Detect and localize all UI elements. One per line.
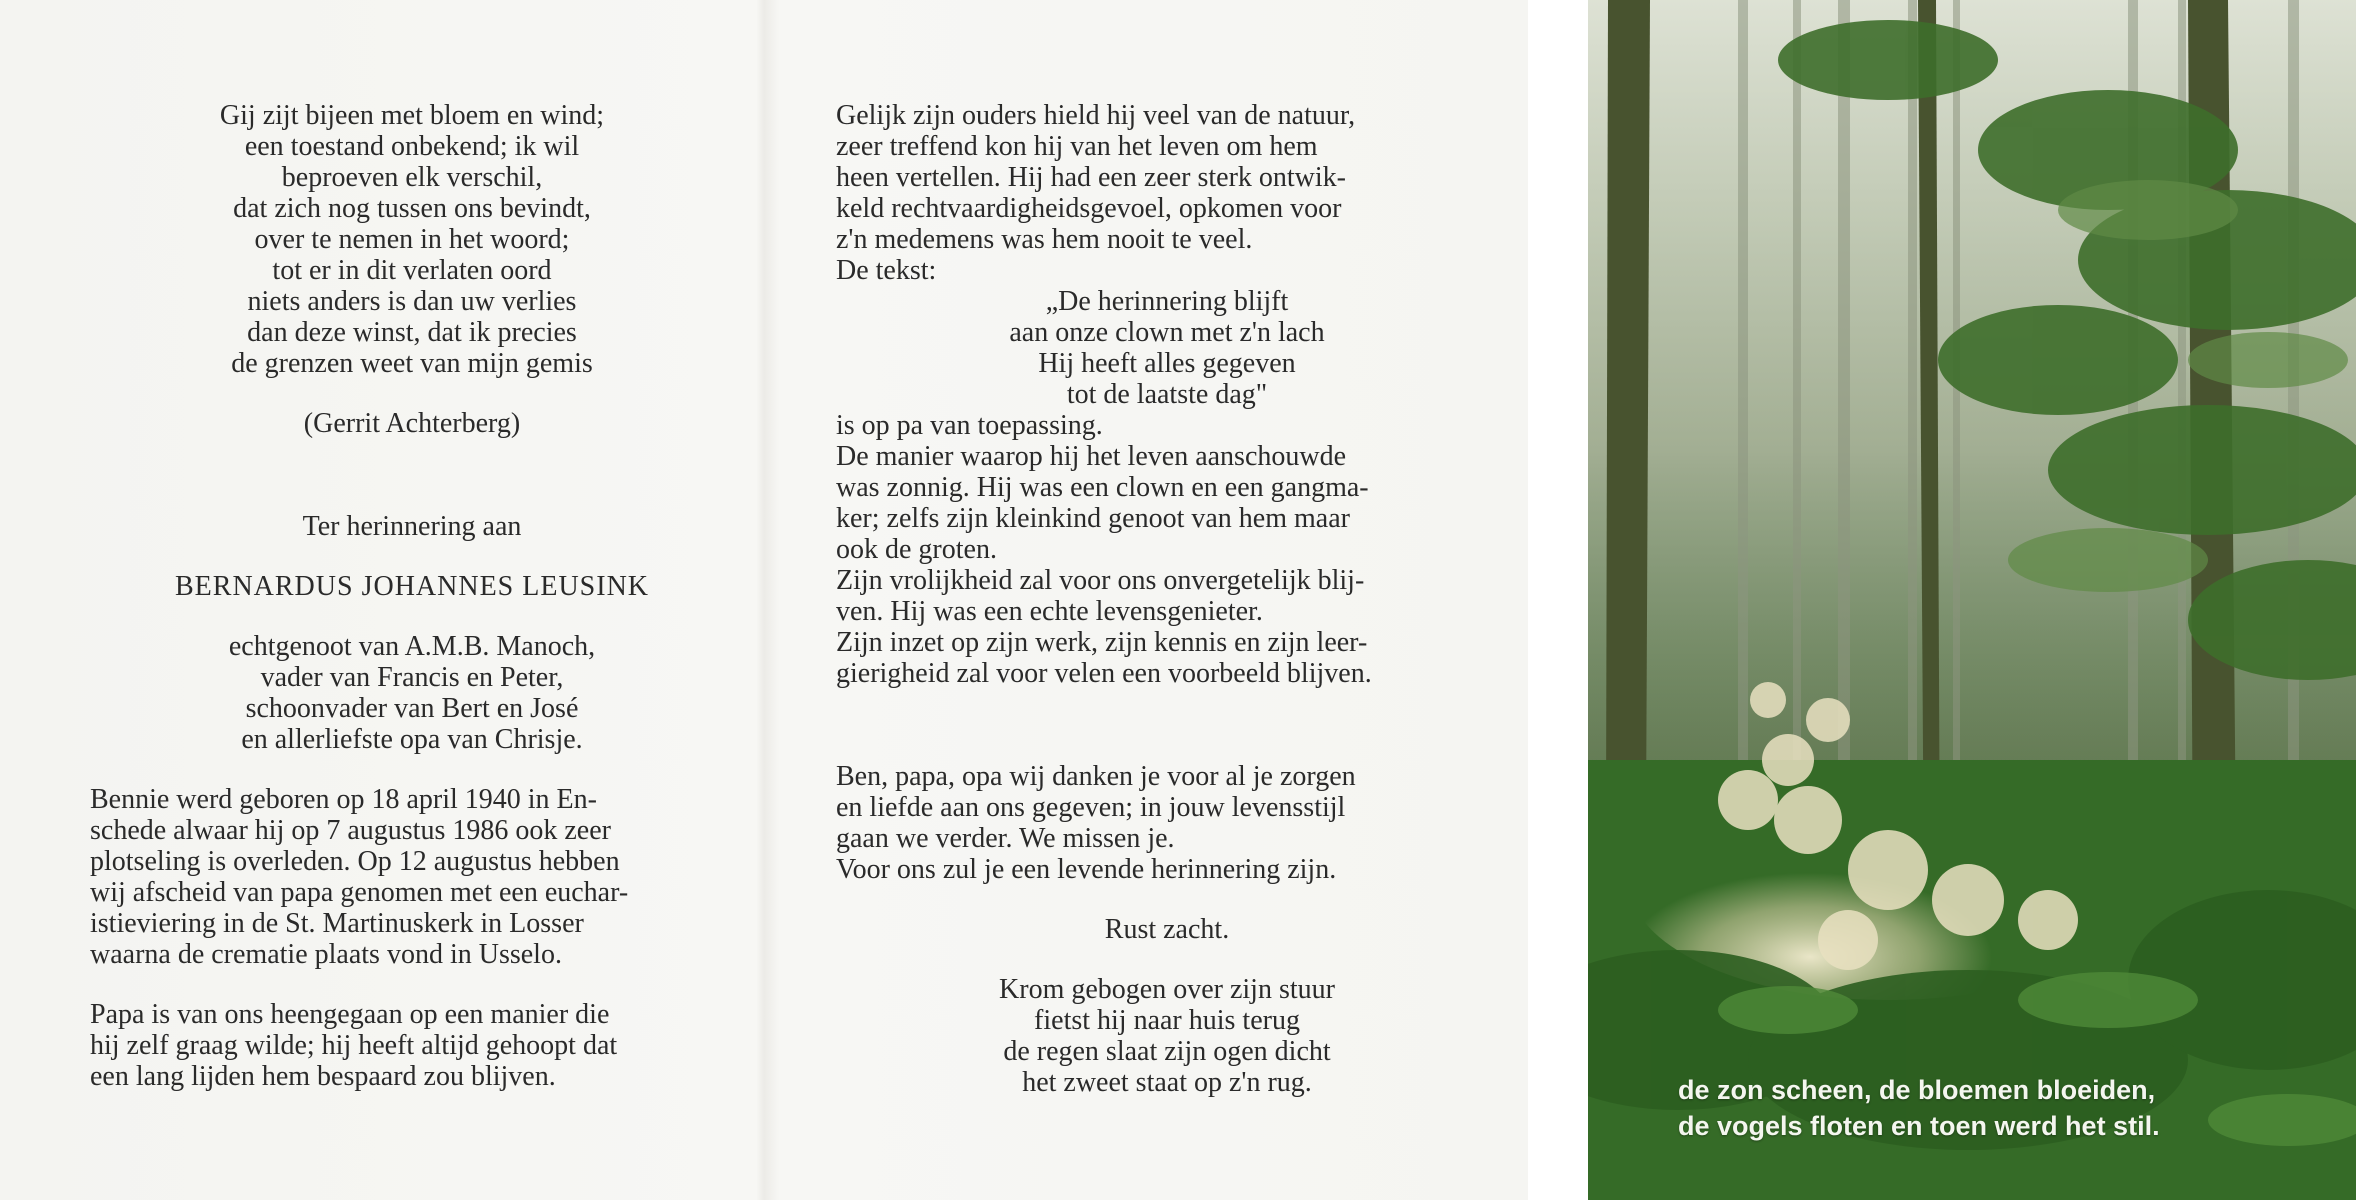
intro-paragraph xyxy=(836,100,1498,286)
after-quote-line: Zijn inzet op zijn werk, zijn kennis en zijn leer- xyxy=(836,627,1368,658)
quote-line: aan onze clown met z'n lach xyxy=(1009,317,1325,348)
thanks-line: gaan we verder. We missen je. xyxy=(836,823,1175,854)
family-line: echtgenoot van A.M.B. Manoch, xyxy=(228,631,596,662)
intro-line: z'n medemens was hem nooit te veel. xyxy=(836,224,1253,255)
poem-line: over te nemen in het woord; xyxy=(254,224,570,255)
forest-illustration xyxy=(1588,0,2356,1200)
poem-line: beproeven elk verschil, xyxy=(281,162,543,193)
closing-paragraph xyxy=(90,999,734,1092)
final-poem-line: Krom gebogen over zijn stuur xyxy=(999,974,1335,1005)
intro-line: De tekst: xyxy=(836,255,937,286)
poem-author: (Gerrit Achterberg) xyxy=(303,408,521,439)
poem xyxy=(90,100,734,379)
after-quote-line: was zonnig. Hij was een clown en een gangma- xyxy=(836,472,1369,503)
middle-page xyxy=(764,0,1528,1200)
thanks-paragraph xyxy=(836,761,1498,885)
after-quote-line: ven. Hij was een echte levensgenieter. xyxy=(836,596,1263,627)
intro-line: zeer treffend kon hij van het leven om hem xyxy=(836,131,1318,162)
intro-line: heen vertellen. Hij had een zeer sterk ontwik- xyxy=(836,162,1347,193)
bio-line: waarna de crematie plaats vond in Usselo. xyxy=(90,939,562,970)
left-page xyxy=(0,0,764,1200)
after-quote-line: ker; zelfs zijn kleinkind genoot van hem maar xyxy=(836,503,1350,534)
after-quote-line: Zijn vrolijkheid zal voor ons onvergetelijk blij- xyxy=(836,565,1365,596)
poem-line: niets anders is dan uw verlies xyxy=(247,286,577,317)
bio-paragraph xyxy=(90,784,734,970)
bio-line: wij afscheid van papa genomen met een euchar- xyxy=(90,877,629,908)
intro-line: keld rechtvaardigheidsgevoel, opkomen voor xyxy=(836,193,1342,224)
thanks-line: Ben, papa, opa wij danken je voor al je zorgen xyxy=(836,761,1356,792)
after-quote-line: De manier waarop hij het leven aanschouwde xyxy=(836,441,1347,472)
bio-line: schede alwaar hij op 7 augustus 1986 ook zeer xyxy=(90,815,611,846)
after-quote-line: is op pa van toepassing. xyxy=(836,410,1103,441)
forest-photo xyxy=(1588,0,2356,1200)
thanks-line: Voor ons zul je een levende herinnering zijn. xyxy=(836,854,1337,885)
thanks-line: en liefde aan ons gegeven; in jouw levensstijl xyxy=(836,792,1346,823)
bio-line: istieviering in de St. Martinuskerk in Losser xyxy=(90,908,584,939)
bio-line: Bennie werd geboren op 18 april 1940 in En- xyxy=(90,784,597,815)
quote-line: tot de laatste dag" xyxy=(1066,379,1268,410)
final-poem xyxy=(836,974,1498,1098)
final-poem-line: de regen slaat zijn ogen dicht xyxy=(1003,1036,1331,1067)
poem-line: tot er in dit verlaten oord xyxy=(272,255,552,286)
poem-line: een toestand onbekend; ik wil xyxy=(244,131,580,162)
poem-line: Gij zijt bijeen met bloem en wind; xyxy=(219,100,605,131)
bio-line: plotseling is overleden. Op 12 augustus hebben xyxy=(90,846,620,877)
after-quote-line: ook de groten. xyxy=(836,534,997,565)
family-lines xyxy=(90,631,734,755)
quote-line: Hij heeft alles gegeven xyxy=(1038,348,1296,379)
photo-caption xyxy=(1678,1072,2338,1144)
caption-line: de zon scheen, de bloemen bloeiden, xyxy=(1678,1075,2156,1105)
closing-line: een lang lijden hem bespaard zou blijven. xyxy=(90,1061,556,1092)
final-poem-line: het zweet staat op z'n rug. xyxy=(1022,1067,1312,1098)
after-quote-paragraph xyxy=(836,410,1498,689)
intro-line: Gelijk zijn ouders hield hij veel van de natuur, xyxy=(836,100,1356,131)
poem-line: dat zich nog tussen ons bevindt, xyxy=(233,193,591,224)
closing-line: Papa is van ons heengegaan op een manier die xyxy=(90,999,610,1030)
after-quote-line: gierigheid zal voor velen een voorbeeld blijven. xyxy=(836,658,1372,689)
family-line: en allerliefste opa van Chrisje. xyxy=(241,724,583,755)
caption-line: de vogels floten en toen werd het stil. xyxy=(1678,1111,2160,1141)
quote-line: „De herinnering blijft xyxy=(1045,286,1289,317)
closing-line: hij zelf graag wilde; hij heeft altijd gehoopt dat xyxy=(90,1030,618,1061)
final-poem-line: fietst hij naar huis terug xyxy=(1034,1005,1300,1036)
family-line: schoonvader van Bert en José xyxy=(245,693,579,724)
family-line: vader van Francis en Peter, xyxy=(260,662,564,693)
rest-line: Rust zacht. xyxy=(1104,914,1230,945)
deceased-name: BERNARDUS JOHANNES LEUSINK xyxy=(174,571,650,602)
memorial-heading: Ter herinnering aan xyxy=(302,511,522,542)
quote xyxy=(836,286,1498,410)
poem-line: de grenzen weet van mijn gemis xyxy=(231,348,593,379)
poem-line: dan deze winst, dat ik precies xyxy=(247,317,577,348)
